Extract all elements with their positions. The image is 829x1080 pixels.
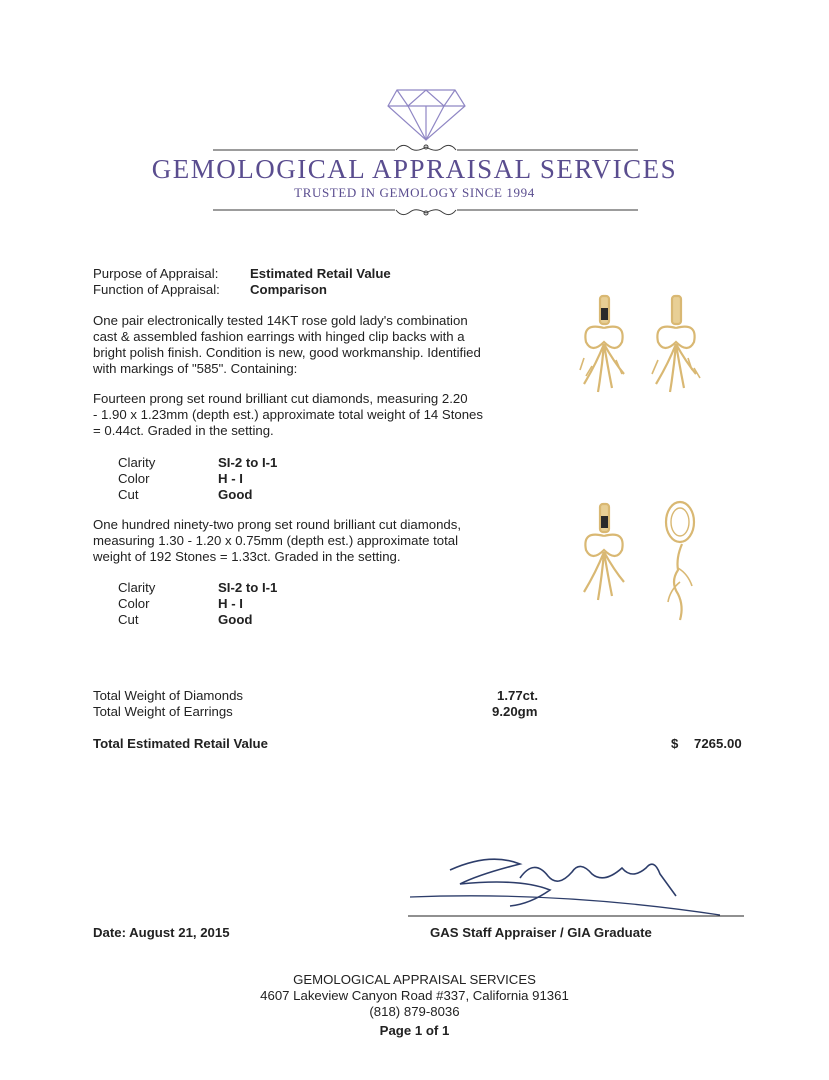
currency-symbol: $ bbox=[671, 736, 679, 751]
diamond-icon bbox=[388, 90, 465, 140]
item-description: One pair electronically tested 14KT rose gold lady's combination cast & assembled fashion earrings with hinged clip backs with a bright polish finish. Condition is new, good workmanship. Identified with markings of "585". Containing: bbox=[93, 313, 481, 376]
retail-value-label: Total Estimated Retail Value bbox=[93, 736, 268, 751]
footer-company: GEMOLOGICAL APPRAISAL SERVICES bbox=[293, 972, 536, 987]
purpose-value: Estimated Retail Value bbox=[250, 266, 391, 281]
grading-table-2: Clarity SI-2 to I-1 Color H - I Cut Good bbox=[118, 580, 278, 627]
appraiser-signature bbox=[400, 850, 760, 920]
earring-photo-side bbox=[570, 498, 710, 638]
page-number: Page 1 of 1 bbox=[379, 1023, 450, 1038]
company-name: GEMOLOGICAL APPRAISAL SERVICES bbox=[151, 154, 678, 184]
company-tagline: TRUSTED IN GEMOLOGY SINCE 1994 bbox=[294, 185, 535, 200]
purpose-label: Purpose of Appraisal: bbox=[93, 266, 219, 281]
appraisal-date: Date: August 21, 2015 bbox=[93, 925, 230, 940]
flourish-icon bbox=[396, 145, 456, 150]
earring-photo-front bbox=[570, 288, 710, 428]
total-diamonds-label: Total Weight of Diamonds bbox=[93, 688, 244, 703]
retail-value: 7265.00 bbox=[694, 736, 742, 751]
flourish-icon bbox=[396, 210, 456, 215]
footer-phone: (818) 879-8036 bbox=[369, 1004, 460, 1019]
function-label: Function of Appraisal: bbox=[93, 282, 220, 297]
appraiser-title: GAS Staff Appraiser / GIA Graduate bbox=[430, 925, 652, 940]
total-earrings-value: 9.20gm bbox=[492, 704, 538, 719]
grading-table-1: Clarity SI-2 to I-1 Color H - I Cut Good bbox=[118, 455, 278, 502]
footer-address: 4607 Lakeview Canyon Road #337, California 91361 bbox=[260, 988, 569, 1003]
total-diamonds-value: 1.77ct. bbox=[497, 688, 539, 703]
total-earrings-label: Total Weight of Earrings bbox=[93, 704, 233, 719]
stones-description-1: Fourteen prong set round brilliant cut diamonds, measuring 2.20 - 1.90 x 1.23mm (depth est.) approximate total weight of 14 Stones = 0.44ct. Graded in the setting. bbox=[93, 391, 483, 438]
function-value: Comparison bbox=[250, 282, 327, 297]
stones-description-2: One hundred ninety-two prong set round brilliant cut diamonds, measuring 1.30 - 1.20 x 0.75mm (depth est.) approximate total weight of 192 Stones = 1.33ct. Graded in the setting. bbox=[93, 517, 462, 564]
